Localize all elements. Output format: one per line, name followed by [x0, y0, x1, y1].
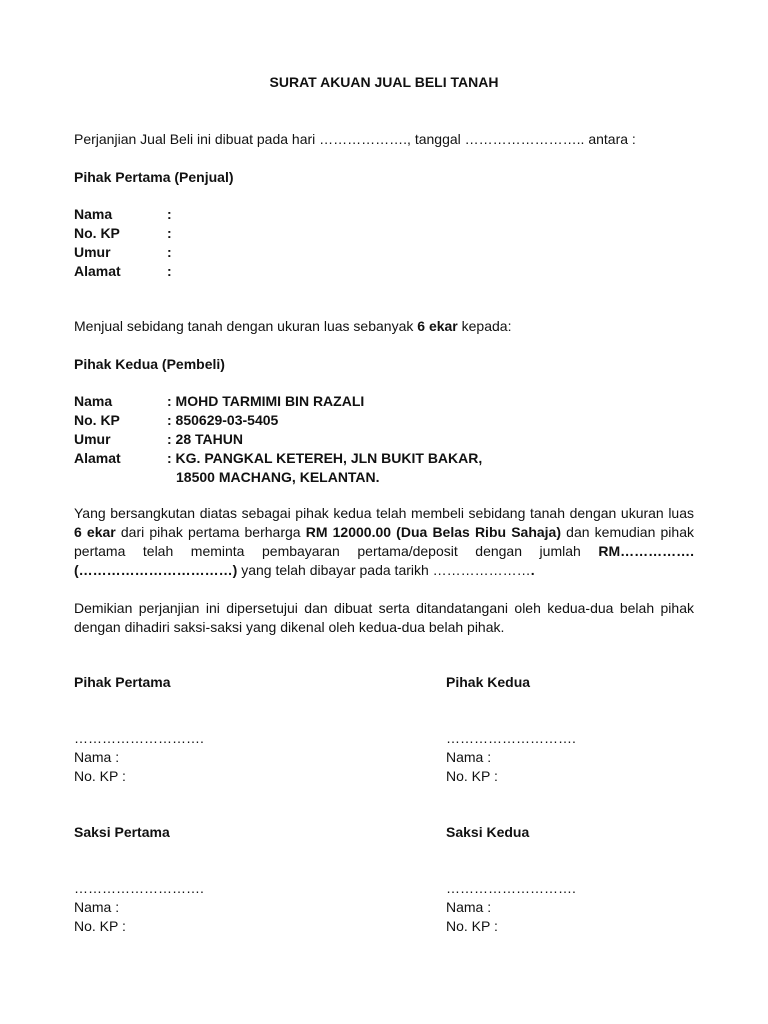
signature-kp-label: No. KP :	[74, 768, 126, 784]
second-party-address-label: Alamat	[74, 450, 121, 466]
signature-line: ……………………….	[74, 880, 204, 896]
purchase-area: 6 ekar	[74, 524, 116, 540]
second-party-age-label: Umur	[74, 431, 111, 447]
signature-name-label: Nama :	[74, 749, 120, 765]
sale-line-text: Menjual sebidang tanah dengan ukuran luas sebanyak	[74, 318, 418, 334]
signature-kp-label: No. KP :	[446, 768, 498, 784]
purchase-end-dot: .	[530, 562, 535, 578]
signature-line: ……………………….	[74, 730, 204, 746]
purchase-price: RM 12000.00 (Dua Belas Ribu Sahaja)	[305, 524, 562, 540]
signature-heading: Pihak Kedua	[446, 674, 531, 690]
second-party-address-line2: 18500 MACHANG, KELANTAN.	[176, 469, 380, 485]
signature-name-label: Nama :	[74, 899, 120, 915]
second-party-kp-label: No. KP	[74, 412, 120, 428]
first-party-age-label: Umur	[74, 244, 111, 260]
sale-area: 6 ekar	[417, 318, 458, 334]
purchase-text-4: yang telah dibayar pada tarikh …………………	[237, 562, 531, 578]
intro-line: Perjanjian Jual Beli ini dibuat pada hari ………………., tanggal …………………….. antara :	[74, 131, 636, 147]
document-title: SURAT AKUAN JUAL BELI TANAH	[269, 74, 499, 90]
first-party-name-value: :	[167, 206, 172, 222]
sale-line-end: kepada:	[457, 318, 512, 334]
first-party-kp-value: :	[167, 225, 172, 241]
purchase-text-1: Yang bersangkutan diatas sebagai pihak kedua telah membeli sebidang tanah dengan ukuran luas	[74, 505, 694, 521]
second-party-name-value: : MOHD TARMIMI BIN RAZALI	[167, 393, 365, 409]
purchase-text-2: dari pihak pertama berharga	[115, 524, 306, 540]
agreement-paragraph: Demikian perjanjian ini dipersetujui dan dibuat serta ditandatangani oleh kedua-dua belah pihak dengan dihadiri saksi-saksi yang dikenal oleh kedua-dua belah pihak.	[74, 600, 694, 635]
second-party-name-label: Nama	[74, 393, 113, 409]
signature-kp-label: No. KP :	[446, 918, 498, 934]
first-party-address-label: Alamat	[74, 263, 121, 279]
deposit-amount: RM……………. (……………………………)	[74, 543, 694, 578]
signature-heading: Pihak Pertama	[74, 674, 171, 690]
second-party-age-value: : 28 TAHUN	[167, 431, 243, 447]
first-party-age-value: :	[167, 244, 172, 260]
purchase-paragraph	[74, 504, 694, 580]
purchase-text-3: dan kemudian pihak pertama telah meminta pembayaran pertama/deposit dengan jumlah	[74, 524, 694, 559]
second-party-address-value: : KG. PANGKAL KETEREH, JLN BUKIT BAKAR,	[167, 450, 483, 466]
first-party-heading: Pihak Pertama (Penjual)	[74, 169, 234, 185]
signature-name-label: Nama :	[446, 749, 492, 765]
signature-heading: Saksi Pertama	[74, 824, 170, 840]
signature-heading: Saksi Kedua	[446, 824, 530, 840]
second-party-kp-value: : 850629-03-5405	[167, 412, 279, 428]
first-party-kp-label: No. KP	[74, 225, 120, 241]
first-party-address-value: :	[167, 263, 172, 279]
sale-line	[74, 318, 511, 334]
signature-name-label: Nama :	[446, 899, 492, 915]
signature-kp-label: No. KP :	[74, 918, 126, 934]
signature-line: ……………………….	[446, 730, 576, 746]
signature-line: ……………………….	[446, 880, 576, 896]
first-party-name-label: Nama	[74, 206, 113, 222]
second-party-heading: Pihak Kedua (Pembeli)	[74, 356, 225, 372]
